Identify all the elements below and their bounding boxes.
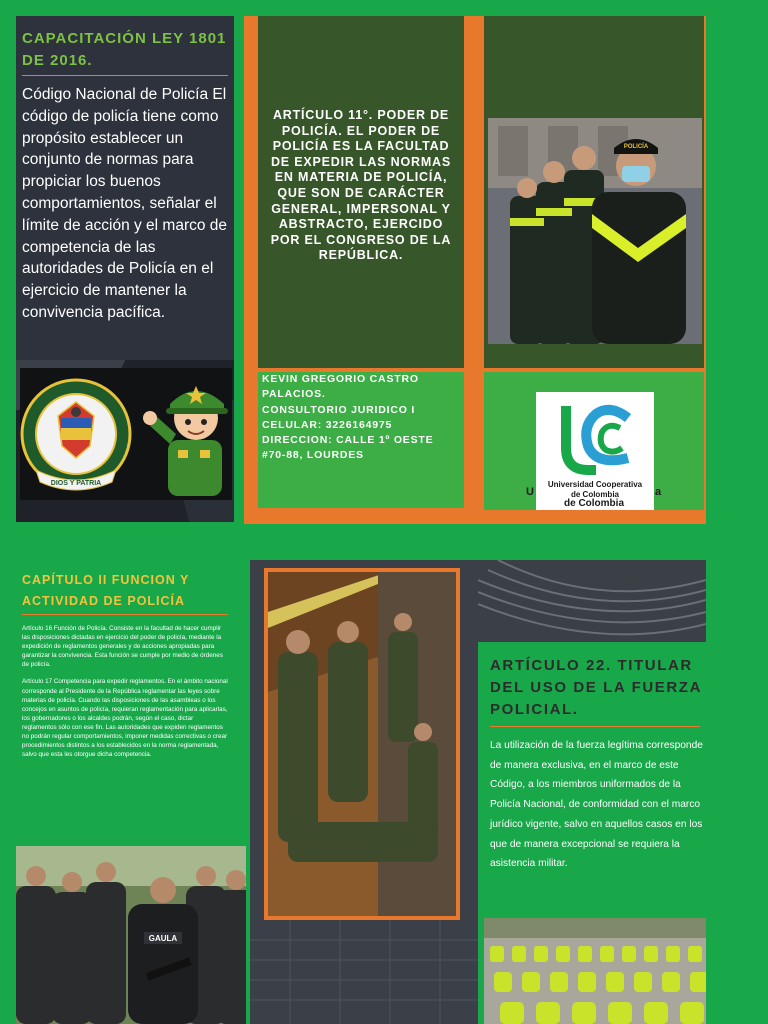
ceremony-illustration xyxy=(268,572,456,916)
ceremony-photo xyxy=(268,572,456,916)
article-22-text: La utilización de la fuerza legítima corresponde de manera exclusiva, en el marco de este Código, a los miembros uniformados de la Policía Nacional, de conformidad con el marco jurídico vigente, salvo en aquellos casos en los que de manera excepcional se requiera la asistencia militar. xyxy=(490,740,703,870)
article-17-text: Artículo 17 Competencia para expedir reglamentos. En el ámbito nacional corresponde al Presidente de la República reglamentar las leyes sobre materias de policía. Cuando las disposiciones de las asambleas o los concejos en asuntos de policía, requieran reglamentación para aplicarlas, los gobernadores o los alcaldes podrán, según el caso, dictar reglamentos sólo con ese fin. Las autoridades que expiden reglamentos no podrán regular comportamientos, imponer medidas correctivas o crear procedimientos distintos a los establecidos en la norma reglamentada, salvo que esta les otorgue dicha competencia. xyxy=(22,678,228,759)
article-22-title: ARTÍCULO 22. TITULAR DEL USO DE LA FUERZA POLICIAL. xyxy=(490,657,702,718)
orange-strip xyxy=(476,510,706,524)
intro-text: Código Nacional de Policía El código de policía tiene como propósito establecer un conjunto de normas para propiciar los buenos comportamientos, señalar el límite de acción y el marco de competencia de las autoridades de Policía en el ejercicio de mantener la convivencia pacífica. xyxy=(22,86,228,321)
gaula-officers-illustration xyxy=(16,846,246,1024)
article-16-text: Artículo 16 Función de Policía. Consiste en la facultad de hacer cumplir las disposiciones dictadas en ejercicio del poder de policía, mediante la expedición de reglamentos generales y de acciones apropiadas para garantizar la convivencia. Esta función se cumple por medio de órdenes de policía. xyxy=(22,625,223,669)
svg-text:GAULA: GAULA xyxy=(148,934,178,943)
university-logo xyxy=(536,392,654,510)
university-logo-icon xyxy=(536,392,654,510)
police-seal-and-mascot-illustration xyxy=(20,368,232,500)
contact-name: KEVIN GREGORIO CASTRO PALACIOS. xyxy=(262,373,419,401)
contact-address: DIRECCION: CALLE 1º OESTE #70-88, LOURDES xyxy=(262,434,434,462)
svg-text:Universidad Cooperativa: Universidad Cooperativa xyxy=(547,480,643,489)
chapter-title: CAPÍTULO II FUNCION Y ACTIVIDAD DE POLICÍA xyxy=(22,573,190,608)
logo-overflow-colombia: de Colombia xyxy=(564,498,625,509)
chapter-text xyxy=(22,624,228,767)
svg-text:POLICÍA: POLICÍA xyxy=(623,144,649,150)
logo-overflow-u: U xyxy=(526,486,534,498)
police-parade-illustration xyxy=(484,918,706,1024)
gaula-officers-photo xyxy=(16,846,246,1024)
svg-text:de Colombia: de Colombia xyxy=(570,490,620,499)
article-11-text: ARTÍCULO 11°. PODER DE POLICÍA. EL PODER DE POLICÍA ES LA FACULTAD DE EXPEDIR LAS NORMAS EN MATERIA DE POLICÍA, QUE SON DE CARÁCTER GENERAL, IMPERSONAL Y ABSTRACTO, EJERCIDO POR EL CONGRESO DE LA REPÚBLICA. xyxy=(270,108,452,263)
divider xyxy=(22,614,228,615)
divider xyxy=(22,75,228,76)
police-seal-icon xyxy=(22,380,130,490)
contact-phone: CELULAR: 3226164975 xyxy=(262,418,393,431)
contact-office: CONSULTORIO JURIDICO I xyxy=(262,403,416,416)
logo-overflow-a: a xyxy=(655,486,662,498)
page-title: CAPACITACIÓN LEY 1801 DE 2016. xyxy=(22,30,227,69)
police-parade-photo xyxy=(484,918,706,1024)
svg-text:DIOS Y PATRIA: DIOS Y PATRIA xyxy=(50,480,102,487)
contact-info xyxy=(262,372,460,464)
police-officers-illustration xyxy=(488,118,702,344)
police-officers-photo xyxy=(488,118,702,344)
divider xyxy=(490,726,700,727)
police-badge-image xyxy=(20,368,232,500)
decorative-header xyxy=(478,560,706,642)
